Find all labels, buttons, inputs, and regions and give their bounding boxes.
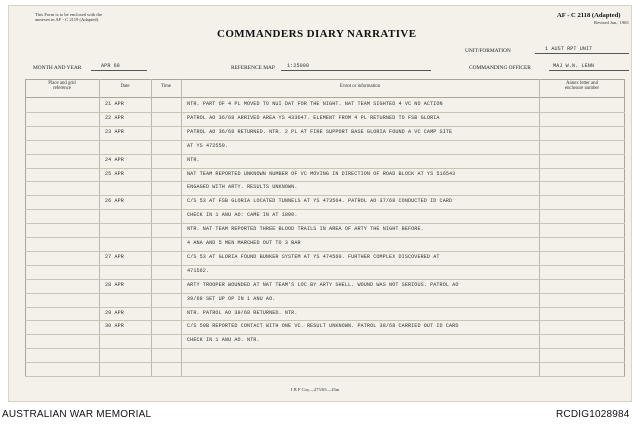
entry-date: 27 APR: [105, 253, 124, 260]
column-divider: [151, 79, 152, 377]
entry-text-line: ARTY TROOPER WOUNDED AT NAT TEAM'S LOC BY ARTY SHELL. WOUND WAS NOT SERIOUS. PATROL AO: [187, 281, 459, 288]
entry-date: 30 APR: [105, 323, 124, 330]
unit-label: UNIT/FORMATION: [465, 48, 511, 54]
diary-form-sheet: [8, 5, 632, 402]
map-label: REFERENCE MAP: [231, 65, 275, 71]
entry-date: 23 APR: [105, 128, 124, 135]
column-header-line: Place and grid: [48, 81, 76, 86]
officer-label: COMMANDING OFFICER: [469, 65, 531, 71]
entry-text-line: 39/68 SET UP OP IN 1 ANU AO.: [187, 295, 276, 302]
ruled-line: [25, 181, 625, 182]
ruled-line: [25, 362, 625, 363]
form-title: COMMANDERS DIARY NARRATIVE: [217, 28, 417, 40]
ruled-line: [25, 126, 625, 127]
table-header-rule: [25, 97, 625, 98]
column-header-annex: [539, 81, 625, 92]
ruled-line: [25, 168, 625, 169]
officer-value: MAJ W.N. LENN: [553, 63, 595, 69]
column-divider: [181, 79, 182, 377]
form-revised: Revised Jan., 1965: [594, 20, 629, 25]
form-note-line: This Form is to be enclosed with the: [35, 12, 102, 17]
month-value: APR 68: [101, 63, 120, 69]
entry-date: 22 APR: [105, 114, 124, 121]
entry-date: 26 APR: [105, 198, 124, 205]
entry-text-line: C/S 53 AT FSB GLORIA LOCATED TUNNELS AT YS 473564. PATROL AO 37/68 CONDUCTED ID CARD: [187, 198, 453, 205]
month-underline: [91, 70, 147, 71]
ruled-line: [25, 154, 625, 155]
entry-date: 29 APR: [105, 309, 124, 316]
entry-text-line: NTR. NAT TEAM REPORTED THREE BLOOD TRAILS IN AREA OF ARTY THE NIGHT BEFORE.: [187, 226, 424, 233]
map-underline: [281, 70, 431, 71]
entry-date: 24 APR: [105, 156, 124, 163]
entry-text-line: CHECK IN 1 ANU AO. NTR.: [187, 337, 260, 344]
officer-underline: [549, 70, 629, 71]
entry-text-line: CHECK IN 1 ANU AO: CAME IN AT 1800.: [187, 212, 298, 219]
ruled-line: [25, 265, 625, 266]
form-note-line: annexes in AF - C 2119 (Adapted).: [35, 17, 100, 23]
ruled-line: [25, 251, 625, 252]
ruled-line: [25, 320, 625, 321]
ruled-line: [25, 140, 625, 141]
entry-text-line: NAT TEAM REPORTED UNKNOWN NUMBER OF VC MOVING IN DIRECTION OF ROAD BLOCK AT YS 516543: [187, 170, 456, 177]
entry-text-line: PATROL AO 36/68 ARRIVED AREA YS 433647. ELEMENT FROM 4 PL RETURNED TO FSB GLORIA: [187, 114, 440, 121]
column-header-line: reference: [53, 86, 71, 92]
ruled-line: [25, 293, 625, 294]
ruled-line: [25, 195, 625, 196]
entry-text-line: C/S 53 AT GLORIA FOUND BUNKER SYSTEM AT YS 474560. FURTHER COMPLEX DISCOVERED AT: [187, 253, 440, 260]
entry-text-line: 4 ANA AND 5 MEN MARCHED OUT TO 3 BAR: [187, 240, 301, 246]
column-header-time: Time: [161, 84, 171, 89]
entry-text-line: AT YS 472550.: [187, 142, 229, 149]
ruled-line: [25, 237, 625, 238]
column-divider: [539, 79, 540, 377]
ruled-line: [25, 223, 625, 224]
entry-text-line: NTR. PART OF 4 PL MOVED TO NUI DAT FOR THE NIGHT. NAT TEAM SIGHTED 4 VC NO ACTION: [187, 101, 443, 107]
ruled-line: [25, 307, 625, 308]
unit-value: 1 AUST RPT UNIT: [545, 46, 593, 52]
entry-date: 28 APR: [105, 281, 124, 288]
map-value: 1:25000: [287, 63, 310, 69]
ruled-line: [25, 209, 625, 210]
entry-text-line: NTR. PATROL AO 39/68 RETURNED. NTR.: [187, 309, 298, 316]
column-header-place: [25, 81, 99, 92]
ruled-line: [25, 279, 625, 280]
entry-date: 21 APR: [105, 101, 124, 107]
ruled-line: [25, 376, 625, 377]
entry-text-line: PATROL AO 36/68 RETURNED. NTR. 2 PL AT FIRE SUPPORT BASE GLORIA FOUND A VC CAMP SITE: [187, 128, 453, 135]
unit-underline: [535, 53, 629, 54]
print-line: I B F Coy—275/65—25m: [291, 387, 340, 392]
entry-text-line: ENGAGED WITH ARTY. RESULTS UNKNOWN.: [187, 184, 298, 191]
ruled-line: [25, 334, 625, 335]
entry-text-line: C/S 50B REPORTED CONTACT WITH ONE VC. RESULT UNKNOWN. PATROL 38/68 CARRIED OUT ID CARD: [187, 323, 459, 330]
column-header-date: Date: [120, 84, 130, 89]
ruled-line: [25, 348, 625, 349]
month-label: MONTH AND YEAR: [33, 65, 82, 71]
entry-text-line: 471562.: [187, 267, 210, 274]
entry-text-line: NTR.: [187, 156, 200, 163]
column-header-event: Event or information: [339, 84, 381, 89]
archive-record-id: RCDIG1028984: [556, 409, 630, 420]
entry-date: 25 APR: [105, 170, 124, 177]
ruled-line: [25, 112, 625, 113]
column-header-line: enclosure number: [564, 86, 600, 92]
form-id: AF - C 2118 (Adapted): [557, 12, 621, 19]
column-header-line: Annex letter and: [566, 81, 598, 86]
archive-credit: AUSTRALIAN WAR MEMORIAL: [2, 409, 152, 420]
form-note: [35, 12, 102, 22]
column-divider: [99, 79, 100, 377]
